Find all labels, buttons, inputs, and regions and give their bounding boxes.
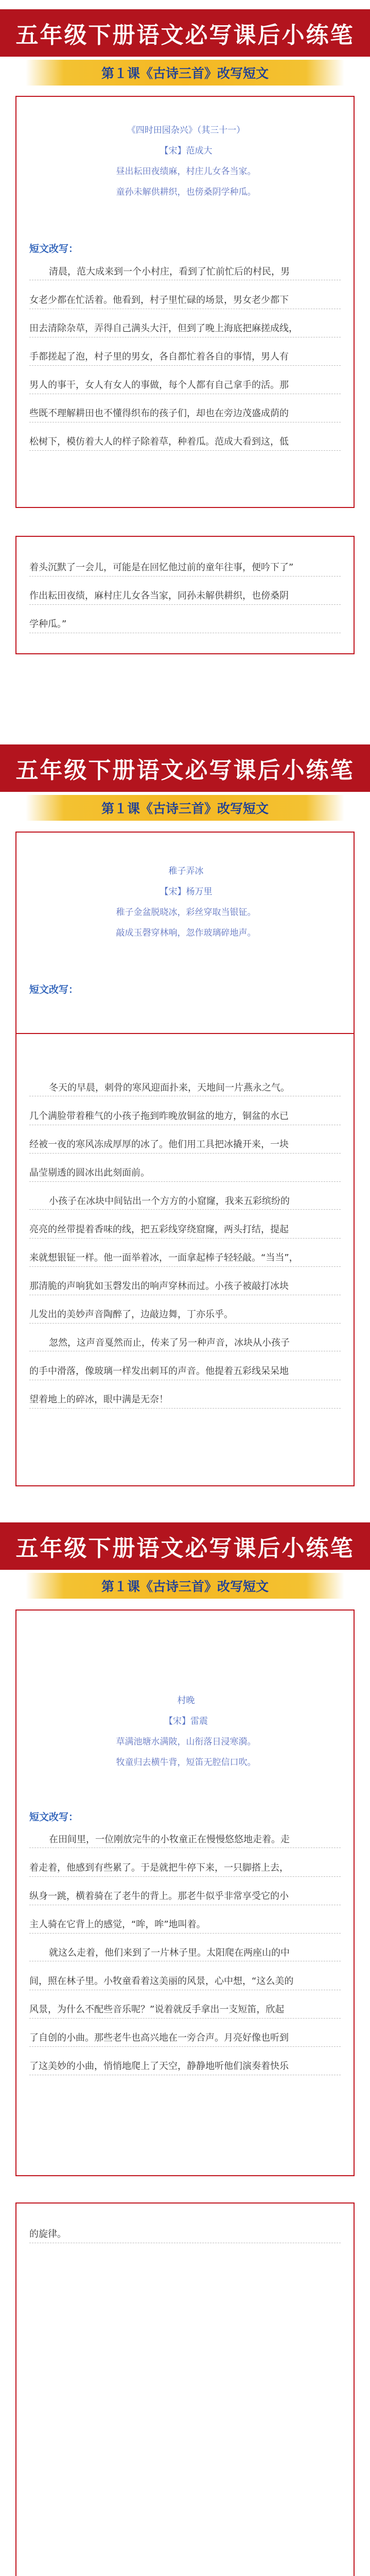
poem-author: 【宋】杨万里: [160, 887, 213, 897]
essay-line: 那清脆的声响犹如玉磬发出的响声穿林而过。小孩子被敲打冰块: [29, 1279, 341, 1295]
essay-card: [15, 1033, 355, 1486]
essay-line: 冬天的早晨，刺骨的寒风迎面扑来，天地间一片燕永之气。: [29, 1080, 341, 1096]
poem-line: 昼出耘田夜绩麻，村庄儿女各当家。: [116, 166, 256, 177]
banner: [0, 1522, 370, 1570]
essay-line: 就这么走着，他们来到了一片林子里。太阳爬在两座山的中: [29, 1945, 341, 1961]
poem-title: 《四时田园杂兴》（其三十一）: [127, 125, 245, 135]
poem-line: 童孙未解供耕织，也傍桑阴学种瓜。: [116, 187, 256, 197]
essay-label: 短文改写：: [29, 984, 79, 995]
lesson-subtitle: 第１课《古诗三首》改写短文: [101, 1579, 269, 1594]
essay-line: 清晨，范大成来到一个小村庄，看到了忙前忙后的村民，男: [29, 264, 341, 280]
essay-line: 的旋律。: [29, 2227, 341, 2243]
essay-line: 小孩子在冰块中间钻出一个方方的小窟窿，我来五彩缤纷的: [29, 1194, 341, 1210]
essay-line: 忽然，这声音戛然而止，传来了另一种声音，冰块从小孩子: [29, 1335, 341, 1351]
essay-line: 男人的事干，女人有女人的事做，每个人都有自己拿手的活。那: [29, 378, 341, 394]
banner-title: 五年级下册语文必写课后小练笔: [15, 1535, 355, 1562]
lesson-subtitle-bar: [26, 60, 344, 86]
essay-line: 几个满脸带着稚气的小孩子拖到昨晚放铜盆的地方，铜盆的水已: [29, 1109, 341, 1125]
lesson-subtitle: 第１课《古诗三首》改写短文: [101, 66, 269, 81]
essay-label: 短文改写：: [29, 243, 79, 255]
essay-line: 经被一夜的寒风冻成厚厚的冰了。他们用工具把冰撬开来，一块: [29, 1137, 341, 1154]
essay-line: 亮亮的丝带提着香味的线，把五彩线穿绕窟窿，两头打结，提起: [29, 1222, 341, 1239]
essay-line: 女老少都在忙活着。他看到，村子里忙碌的场景，男女老少都下: [29, 293, 341, 309]
poem-card: [15, 832, 355, 1038]
essay-card: [15, 96, 355, 508]
essay-line: 着走着，他感到有些累了。于是就把牛停下来，一只脚搭上去，: [29, 1860, 341, 1877]
poem-title: 村晚: [177, 1696, 195, 1706]
lesson-subtitle-bar: [26, 1573, 344, 1599]
banner: [0, 744, 370, 792]
banner-title: 五年级下册语文必写课后小练笔: [15, 757, 355, 784]
essay-line: 来就想银钲一样。他一面举着冰，一面拿起棒子轻轻敲。“当当”，: [29, 1250, 341, 1267]
essay-line: 作出耘田夜绩，麻村庄儿女各当家，同孙未解供耕织，也傍桑阴: [29, 588, 341, 605]
banner: [0, 9, 370, 57]
essay-line: 了这美妙的小曲，悄悄地爬上了天空，静静地听他们演奏着快乐: [29, 2059, 341, 2075]
essay-line: 主人骑在它背上的感觉，“哞，哞”地叫着。: [29, 1917, 341, 1934]
essay-card-continued: [15, 2202, 355, 2576]
essay-line: 望着地上的碎冰，眼中满是无奈！: [29, 1392, 341, 1409]
essay-line: 松树下，模仿着大人的样子除着草，种着瓜。范成大看到这，低: [29, 434, 341, 451]
banner-title: 五年级下册语文必写课后小练笔: [15, 22, 355, 48]
essay-line: 手都搓起了泡，村子里的男女，各自都忙着各自的事情，男人有: [29, 349, 341, 366]
essay-line: 学种瓜。”: [29, 617, 341, 633]
essay-line: 着头沉默了一会儿，可能是在回忆他过前的童年往事，便吟下了”: [29, 560, 341, 577]
essay-line: 的手中滑落，像玻璃一样发出刺耳的声音。他提着五彩线呆呆地: [29, 1364, 341, 1380]
poem-line: 稚子金盆脱晓冰，彩丝穿取当银钲。: [116, 907, 256, 918]
poem-line: 草满池塘水满陂，山衔落日浸寒漪。: [116, 1737, 256, 1747]
essay-line: 间，照在林子里。小牧童看着这美丽的风景，心中想，“这么美的: [29, 1974, 341, 1990]
poem-line: 敲成玉磬穿林响，忽作玻璃碎地声。: [116, 928, 256, 938]
lesson-subtitle: 第１课《古诗三首》改写短文: [101, 801, 269, 816]
essay-line: 些既不理解耕田也不懂得织布的孩子们，却也在旁边茂盛成荫的: [29, 406, 341, 422]
essay-card: [15, 1609, 355, 2176]
essay-line: 在田间里，一位刚放完牛的小牧童正在慢慢悠悠地走着。走: [29, 1832, 341, 1848]
lesson-subtitle-bar: [26, 795, 344, 821]
essay-line: 了自创的小曲。那些老牛也高兴地在一旁合声。月亮好像也听到: [29, 2030, 341, 2047]
poem-line: 牧童归去横牛背，短笛无腔信口吹。: [116, 1757, 256, 1768]
essay-label: 短文改写：: [29, 1811, 79, 1823]
essay-line: 儿发出的美妙声音陶醉了，边敲边舞，丁亦乐乎。: [29, 1307, 341, 1324]
essay-line: 纵身一跳，横着骑在了老牛的背上。那老牛似乎非常享受它的小: [29, 1889, 341, 1905]
poem-title: 稚子弄冰: [168, 866, 204, 876]
essay-line: 风景，为什么不配些音乐呢？”说着就反手拿出一支短笛，欣起: [29, 2002, 341, 2019]
poem-author: 【宋】雷震: [164, 1716, 208, 1726]
essay-line: 田去清除杂草，弄得自己满头大汗，但到了晚上海底把麻搓成线，: [29, 321, 341, 337]
essay-line: 晶莹剔透的圆冰出此刻面前。: [29, 1165, 341, 1182]
essay-card-continued: [15, 536, 355, 654]
poem-author: 【宋】范成大: [160, 146, 213, 156]
